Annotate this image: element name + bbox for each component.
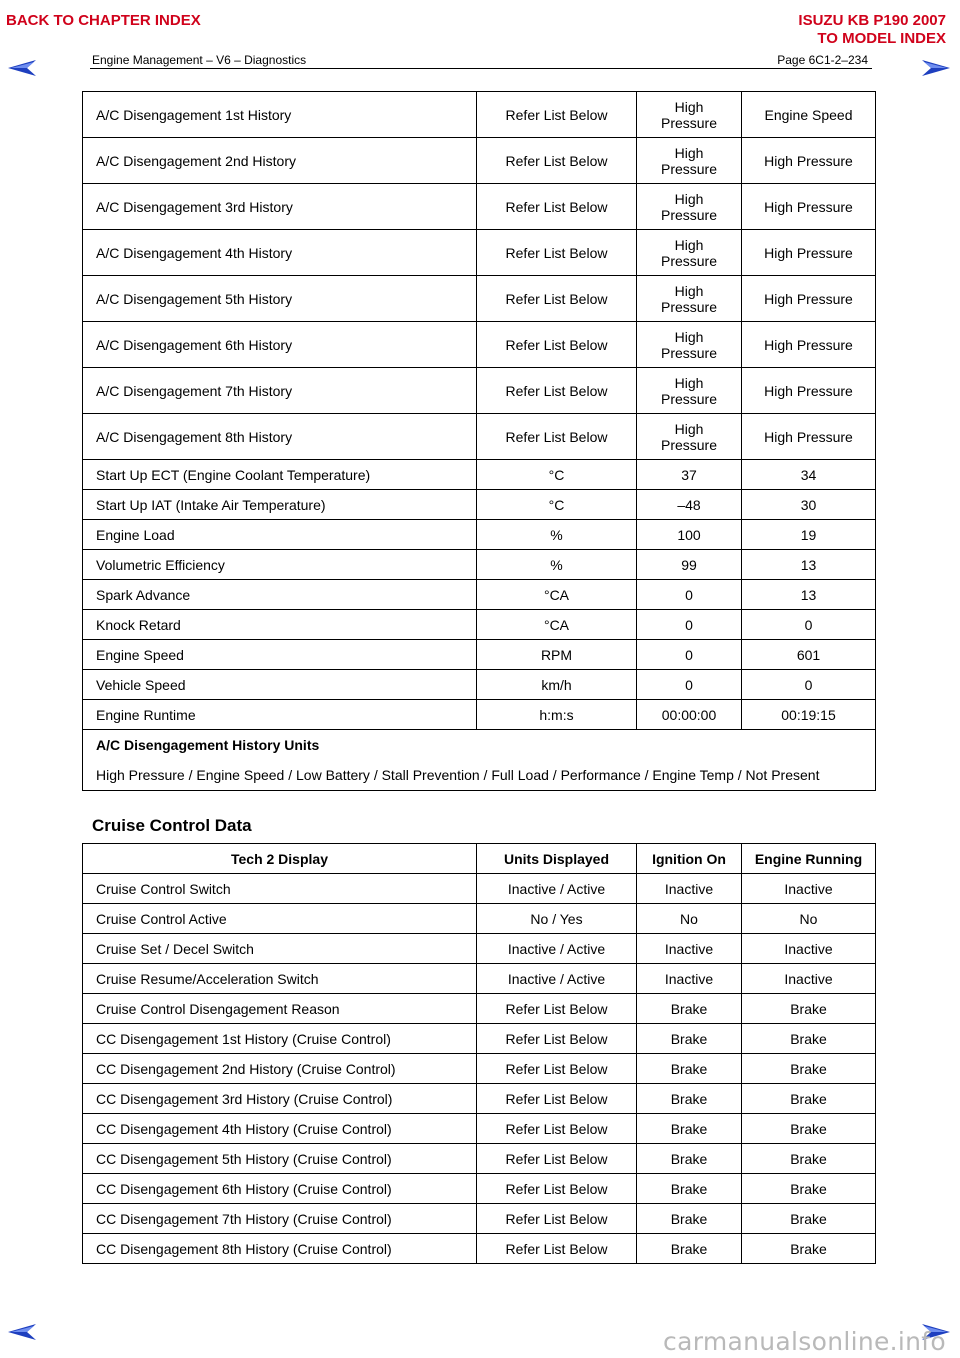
cell-text: Refer List Below — [505, 1030, 608, 1047]
ignition-on-cell — [637, 994, 742, 1024]
table-row — [83, 874, 876, 904]
engine-running-cell — [742, 1204, 876, 1234]
units-cell — [477, 138, 637, 184]
cell-text: Refer List Below — [505, 152, 608, 169]
table-row — [83, 92, 876, 138]
table-row — [83, 520, 876, 550]
cell-text: Inactive — [784, 880, 833, 897]
cell-text: Spark Advance — [96, 586, 191, 603]
units-cell — [477, 964, 637, 994]
cell-text: Pressure — [660, 160, 718, 177]
display-cell — [83, 610, 477, 640]
cell-text: High Pressure — [764, 152, 853, 169]
engine-running-cell — [742, 670, 876, 700]
display-cell — [83, 1024, 477, 1054]
cell-text: 13 — [800, 556, 817, 573]
ignition-on-cell — [637, 964, 742, 994]
ignition-on-cell — [637, 874, 742, 904]
ignition-on-cell — [637, 520, 742, 550]
cell-text: Engine Load — [96, 526, 175, 543]
table-header-row — [83, 844, 876, 874]
cell-text: 0 — [685, 586, 693, 603]
engine-running-cell — [742, 1174, 876, 1204]
cruise-control-table — [82, 843, 876, 1264]
display-cell — [83, 414, 477, 460]
table-row — [83, 1144, 876, 1174]
engine-running-cell — [742, 460, 876, 490]
table-row — [83, 1054, 876, 1084]
units-cell — [477, 670, 637, 700]
cell-text: 19 — [800, 526, 817, 543]
display-cell — [83, 934, 477, 964]
display-cell — [83, 640, 477, 670]
display-cell — [83, 874, 477, 904]
ignition-on-cell — [637, 700, 742, 730]
cell-text: Pressure — [660, 390, 718, 407]
display-cell — [83, 138, 477, 184]
cell-text: No / Yes — [530, 910, 583, 927]
cell-text: High Pressure — [764, 382, 853, 399]
engine-running-cell — [742, 414, 876, 460]
cell-text: Start Up ECT (Engine Coolant Temperature) — [96, 466, 371, 483]
display-cell — [83, 1054, 477, 1084]
left-arrow-icon[interactable] — [8, 60, 36, 76]
engine-running-cell — [742, 580, 876, 610]
engine-running-cell — [742, 994, 876, 1024]
units-cell — [477, 994, 637, 1024]
cell-text: Inactive — [664, 970, 714, 987]
table-row — [83, 964, 876, 994]
watermark[interactable]: carmanualsonline.info — [663, 1327, 946, 1356]
cell-text: Inactive — [664, 880, 714, 897]
units-cell — [477, 1114, 637, 1144]
engine-running-cell — [742, 1144, 876, 1174]
cell-text: % — [550, 526, 563, 543]
table-row — [83, 368, 876, 414]
cell-text: 13 — [800, 586, 817, 603]
cell-text: A/C Disengagement 4th History — [96, 244, 293, 261]
display-cell — [83, 550, 477, 580]
cell-text: Inactive — [784, 940, 833, 957]
cell-text: CC Disengagement 3rd History (Cruise Control) — [96, 1090, 393, 1107]
cell-text: No — [680, 910, 698, 927]
units-cell — [477, 322, 637, 368]
display-cell — [83, 1174, 477, 1204]
cell-text: Refer List Below — [505, 382, 608, 399]
ignition-on-cell — [637, 1054, 742, 1084]
cell-text: 0 — [804, 676, 813, 693]
ignition-on-cell — [637, 904, 742, 934]
cell-text: A/C Disengagement 5th History — [96, 290, 293, 307]
table-row — [83, 460, 876, 490]
cell-text: Brake — [790, 1030, 827, 1047]
cell-text: High — [674, 374, 704, 391]
cell-text: Refer List Below — [505, 198, 608, 215]
units-cell — [477, 184, 637, 230]
display-cell — [83, 1234, 477, 1264]
cell-text: 0 — [685, 676, 693, 693]
cell-text: A/C Disengagement 1st History — [96, 106, 292, 123]
cell-text: Refer List Below — [505, 290, 608, 307]
display-cell — [83, 1204, 477, 1234]
table-row — [83, 230, 876, 276]
ac-history-units-list: High Pressure / Engine Speed / Low Battery / Stall Prevention / Full Load / Performance / Engine Temp / Not Present — [96, 767, 820, 783]
cell-text: °C — [548, 496, 565, 513]
cell-text: % — [550, 556, 563, 573]
to-model-index-link[interactable]: TO MODEL INDEX — [817, 30, 946, 47]
cell-text: RPM — [540, 646, 573, 663]
cell-text: Cruise Control Switch — [96, 880, 231, 897]
cell-text: Brake — [670, 1210, 708, 1227]
ac-history-units-title: A/C Disengagement History Units — [96, 737, 320, 753]
ignition-on-cell — [637, 670, 742, 700]
cell-text: Brake — [670, 1000, 708, 1017]
engine-running-cell — [742, 1084, 876, 1114]
cell-text: Refer List Below — [505, 1120, 608, 1137]
cell-text: CC Disengagement 6th History (Cruise Control) — [96, 1180, 392, 1197]
display-cell — [83, 994, 477, 1024]
table-row — [83, 1234, 876, 1264]
units-cell — [477, 490, 637, 520]
cell-text: Brake — [670, 1240, 708, 1257]
engine-running-cell — [742, 610, 876, 640]
cell-text: Refer List Below — [505, 1000, 608, 1017]
column-header-engine-running: Engine Running — [742, 844, 876, 874]
display-cell — [83, 1144, 477, 1174]
cell-text: High Pressure — [764, 290, 853, 307]
cell-text: 0 — [685, 616, 693, 633]
engine-running-cell — [742, 322, 876, 368]
display-cell — [83, 276, 477, 322]
display-cell — [83, 184, 477, 230]
column-header-ignition-on: Ignition On — [637, 844, 742, 874]
units-cell — [477, 934, 637, 964]
engine-running-cell — [742, 964, 876, 994]
display-cell — [83, 580, 477, 610]
cell-text: High Pressure — [764, 198, 853, 215]
units-cell — [477, 550, 637, 580]
cell-text: Cruise Control Disengagement Reason — [96, 1000, 340, 1017]
cell-text: Pressure — [660, 298, 718, 315]
ignition-on-cell — [637, 322, 742, 368]
table-row — [83, 1024, 876, 1054]
table-row — [83, 640, 876, 670]
cell-text: Volumetric Efficiency — [96, 556, 225, 573]
table-row — [83, 184, 876, 230]
ignition-on-cell — [637, 1204, 742, 1234]
units-cell — [477, 1054, 637, 1084]
cell-text: CC Disengagement 7th History (Cruise Control) — [96, 1210, 392, 1227]
cell-text: Pressure — [660, 114, 718, 131]
table-row — [83, 610, 876, 640]
cell-text: Brake — [790, 1000, 827, 1017]
model-title-link[interactable]: ISUZU KB P190 2007 — [798, 12, 946, 29]
engine-running-cell — [742, 1054, 876, 1084]
units-cell — [477, 1204, 637, 1234]
ignition-on-cell — [637, 934, 742, 964]
display-cell — [83, 700, 477, 730]
cell-text: CC Disengagement 1st History (Cruise Control) — [96, 1030, 391, 1047]
display-cell — [83, 230, 477, 276]
ignition-on-cell — [637, 368, 742, 414]
ignition-on-cell — [637, 1024, 742, 1054]
cell-text: No — [799, 910, 818, 927]
cell-text: 30 — [800, 496, 817, 513]
ignition-on-cell — [637, 550, 742, 580]
cell-text: Pressure — [660, 252, 718, 269]
cell-text: Engine Speed — [764, 106, 853, 123]
table-row — [83, 580, 876, 610]
cell-text: Engine Runtime — [96, 706, 196, 723]
engine-running-cell — [742, 184, 876, 230]
table-row — [83, 1174, 876, 1204]
ignition-on-cell — [637, 610, 742, 640]
cell-text: A/C Disengagement 6th History — [96, 336, 293, 353]
column-header-tech2-display: Tech 2 Display — [83, 844, 477, 874]
engine-running-cell — [742, 1234, 876, 1264]
engine-running-cell — [742, 490, 876, 520]
cell-text: Cruise Resume/Acceleration Switch — [96, 970, 319, 987]
cell-text: 0 — [685, 646, 693, 663]
column-header-units-displayed: Units Displayed — [477, 844, 637, 874]
engine-running-cell — [742, 700, 876, 730]
cell-text: Inactive — [784, 970, 833, 987]
cell-text: CC Disengagement 8th History (Cruise Control) — [96, 1240, 392, 1257]
cell-text: High — [674, 282, 704, 299]
engine-running-cell — [742, 550, 876, 580]
table-row — [83, 670, 876, 700]
cell-text: Brake — [790, 1150, 827, 1167]
units-cell — [477, 700, 637, 730]
units-cell — [477, 610, 637, 640]
units-cell — [477, 904, 637, 934]
units-cell — [477, 1084, 637, 1114]
cell-text: Inactive / Active — [507, 940, 606, 957]
units-cell — [477, 580, 637, 610]
ignition-on-cell — [637, 414, 742, 460]
units-cell — [477, 1024, 637, 1054]
cell-text: Start Up IAT (Intake Air Temperature) — [96, 496, 326, 513]
table-row — [83, 276, 876, 322]
engine-running-cell — [742, 1114, 876, 1144]
table-row — [83, 700, 876, 730]
ignition-on-cell — [637, 580, 742, 610]
cell-text: Brake — [670, 1180, 708, 1197]
cell-text: Pressure — [660, 344, 718, 361]
cell-text: Pressure — [660, 206, 718, 223]
display-cell — [83, 460, 477, 490]
cell-text: Brake — [790, 1180, 827, 1197]
ignition-on-cell — [637, 184, 742, 230]
display-cell — [83, 490, 477, 520]
cell-text: High — [674, 328, 704, 345]
cell-text: Refer List Below — [505, 336, 608, 353]
ignition-on-cell — [637, 92, 742, 138]
cell-text: Brake — [670, 1120, 708, 1137]
cell-text: Refer List Below — [505, 244, 608, 261]
engine-data-table — [82, 91, 876, 791]
cell-text: Refer List Below — [505, 1090, 608, 1107]
cell-text: °CA — [543, 586, 570, 603]
cell-text: –48 — [677, 496, 701, 513]
cell-text: Inactive / Active — [507, 970, 606, 987]
cell-text: Refer List Below — [505, 1180, 608, 1197]
table-row — [83, 1084, 876, 1114]
units-cell — [477, 874, 637, 904]
engine-running-cell — [742, 92, 876, 138]
cell-text: Brake — [670, 1090, 708, 1107]
engine-running-cell — [742, 230, 876, 276]
cell-text: Vehicle Speed — [96, 676, 186, 693]
document-title: Engine Management – V6 – Diagnostics — [92, 53, 307, 67]
cell-text: 0 — [804, 616, 813, 633]
cell-text: 34 — [800, 466, 817, 483]
cell-text: h:m:s — [539, 706, 574, 723]
ac-history-units-cell — [83, 730, 876, 791]
cell-text: Brake — [790, 1210, 827, 1227]
units-cell — [477, 520, 637, 550]
table-row — [83, 1204, 876, 1234]
cell-text: Refer List Below — [505, 1210, 608, 1227]
cell-text: High Pressure — [764, 428, 853, 445]
table-row — [83, 550, 876, 580]
engine-running-cell — [742, 904, 876, 934]
cell-text: 00:00:00 — [661, 706, 717, 723]
cell-text: A/C Disengagement 3rd History — [96, 198, 293, 215]
cell-text: High — [674, 144, 704, 161]
units-cell — [477, 368, 637, 414]
engine-running-cell — [742, 138, 876, 184]
cell-text: 99 — [681, 556, 697, 573]
cell-text: Pressure — [660, 436, 718, 453]
cell-text: Cruise Control Active — [96, 910, 227, 927]
cell-text: Refer List Below — [505, 428, 608, 445]
cell-text: Refer List Below — [505, 1060, 608, 1077]
cell-text: A/C Disengagement 7th History — [96, 382, 293, 399]
units-cell — [477, 1234, 637, 1264]
cell-text: Refer List Below — [505, 1240, 608, 1257]
cell-text: 00:19:15 — [781, 706, 836, 723]
cell-text: Brake — [790, 1060, 827, 1077]
cell-text: High Pressure — [764, 244, 853, 261]
cell-text: Cruise Set / Decel Switch — [96, 940, 254, 957]
cell-text: Brake — [790, 1240, 827, 1257]
display-cell — [83, 92, 477, 138]
ignition-on-cell — [637, 640, 742, 670]
ignition-on-cell — [637, 1234, 742, 1264]
cell-text: Refer List Below — [505, 106, 608, 123]
table-row — [83, 138, 876, 184]
table-row — [83, 490, 876, 520]
engine-running-cell — [742, 1024, 876, 1054]
cell-text: A/C Disengagement 2nd History — [96, 152, 296, 169]
ignition-on-cell — [637, 460, 742, 490]
ignition-on-cell — [637, 490, 742, 520]
units-cell — [477, 460, 637, 490]
left-arrow-icon[interactable] — [8, 1324, 36, 1340]
cell-text: 37 — [681, 466, 697, 483]
cell-text: Refer List Below — [505, 1150, 608, 1167]
ignition-on-cell — [637, 1114, 742, 1144]
table-row — [83, 994, 876, 1024]
units-cell — [477, 276, 637, 322]
table-row — [83, 1114, 876, 1144]
header-rule — [90, 68, 872, 69]
cell-text: Brake — [790, 1090, 827, 1107]
display-cell — [83, 670, 477, 700]
units-cell — [477, 640, 637, 670]
table-row — [83, 904, 876, 934]
display-cell — [83, 964, 477, 994]
cell-text: High — [674, 420, 704, 437]
ignition-on-cell — [637, 1084, 742, 1114]
cell-text: Inactive — [664, 940, 714, 957]
engine-running-cell — [742, 276, 876, 322]
cell-text: Brake — [670, 1060, 708, 1077]
cell-text: 601 — [796, 646, 821, 663]
cell-text: Knock Retard — [96, 616, 181, 633]
display-cell — [83, 520, 477, 550]
cell-text: Inactive / Active — [507, 880, 606, 897]
ignition-on-cell — [637, 1174, 742, 1204]
display-cell — [83, 368, 477, 414]
display-cell — [83, 322, 477, 368]
ignition-on-cell — [637, 276, 742, 322]
units-cell — [477, 92, 637, 138]
cell-text: A/C Disengagement 8th History — [96, 428, 293, 445]
units-cell — [477, 1144, 637, 1174]
display-cell — [83, 904, 477, 934]
ignition-on-cell — [637, 138, 742, 184]
cell-text: °C — [548, 466, 565, 483]
cell-text: CC Disengagement 2nd History (Cruise Control) — [96, 1060, 396, 1077]
cell-text: km/h — [541, 676, 572, 693]
cell-text: Brake — [790, 1120, 827, 1137]
engine-running-cell — [742, 934, 876, 964]
section-title: Cruise Control Data — [92, 816, 252, 835]
cell-text: °CA — [543, 616, 570, 633]
right-arrow-icon[interactable] — [922, 60, 950, 76]
engine-running-cell — [742, 874, 876, 904]
table-row — [83, 414, 876, 460]
units-cell — [477, 414, 637, 460]
engine-running-cell — [742, 640, 876, 670]
units-cell — [477, 230, 637, 276]
cell-text: 100 — [677, 526, 701, 543]
cell-text: CC Disengagement 5th History (Cruise Control) — [96, 1150, 392, 1167]
cell-text: Engine Speed — [96, 646, 184, 663]
cell-text: Brake — [670, 1030, 708, 1047]
cell-text: High — [674, 98, 704, 115]
back-to-chapter-index-link[interactable]: BACK TO CHAPTER INDEX — [6, 12, 201, 29]
cell-text: High Pressure — [764, 336, 853, 353]
engine-running-cell — [742, 368, 876, 414]
cell-text: High — [674, 236, 704, 253]
ignition-on-cell — [637, 1144, 742, 1174]
cell-text: Brake — [670, 1150, 708, 1167]
display-cell — [83, 1084, 477, 1114]
ignition-on-cell — [637, 230, 742, 276]
cell-text: High — [674, 190, 704, 207]
display-cell — [83, 1114, 477, 1144]
units-cell — [477, 1174, 637, 1204]
cell-text: CC Disengagement 4th History (Cruise Control) — [96, 1120, 392, 1137]
table-row — [83, 322, 876, 368]
table-row — [83, 934, 876, 964]
engine-running-cell — [742, 520, 876, 550]
page-number: Page 6C1-2–234 — [777, 53, 868, 67]
